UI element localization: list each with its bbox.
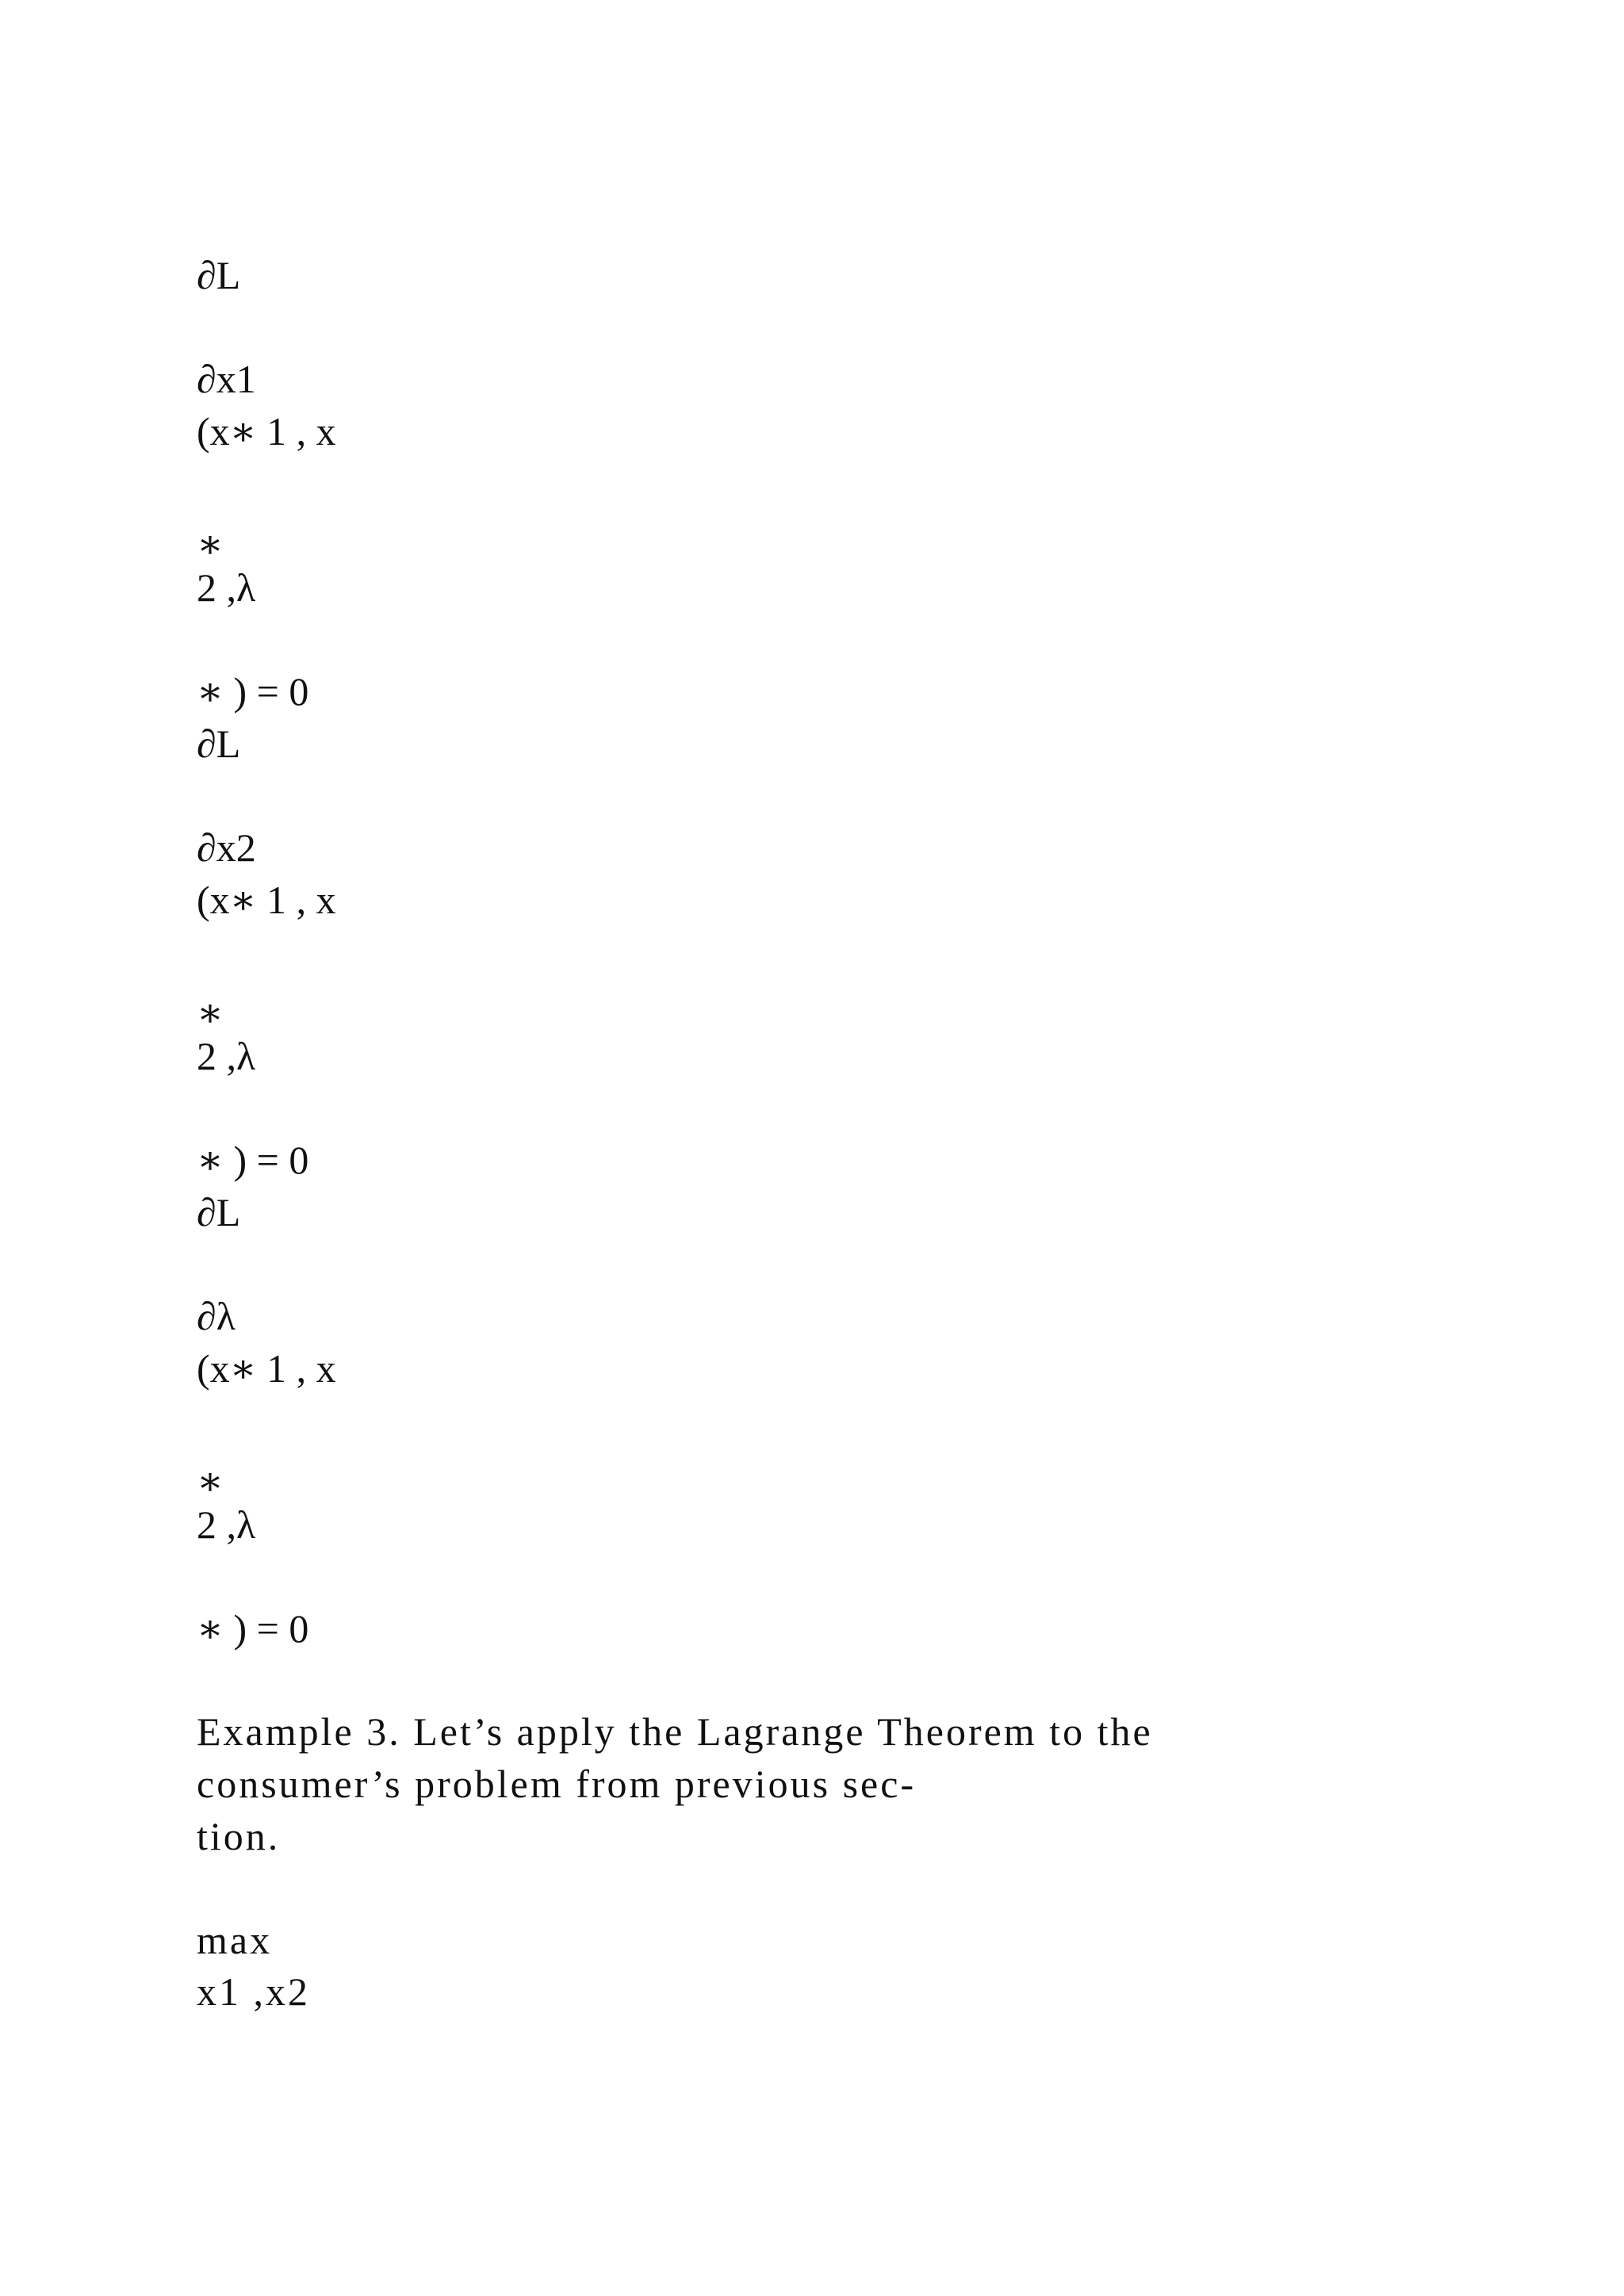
partial-x2: ∂x2: [197, 825, 256, 870]
equals-zero-2: ∗ ) = 0: [197, 1138, 309, 1182]
partial-l-1: ∂L: [197, 253, 241, 297]
equals-zero-3: ∗ ) = 0: [197, 1606, 309, 1651]
args-open-1: (x∗ 1 , x: [197, 409, 336, 453]
example-paragraph-line-3: tion.: [197, 1814, 281, 1858]
partial-lambda: ∂λ: [197, 1294, 236, 1338]
example-paragraph-line-1: Example 3. Let’s apply the Lagrange Theorem to the: [197, 1709, 1153, 1754]
partial-x1: ∂x1: [197, 357, 256, 401]
args-open-2: (x∗ 1 , x: [197, 878, 336, 922]
example-paragraph-line-2: consumer’s problem from previous sec-: [197, 1762, 917, 1806]
max-variables: x1 ,x2: [197, 1969, 310, 2014]
asterisk-3: ∗: [197, 1459, 224, 1503]
args-open-3: (x∗ 1 , x: [197, 1346, 336, 1391]
asterisk-1: ∗: [197, 522, 224, 566]
max-operator: max: [197, 1918, 273, 1962]
asterisk-2: ∗: [197, 990, 224, 1035]
args-lambda-3: 2 ,λ: [197, 1502, 256, 1547]
equals-zero-1: ∗ ) = 0: [197, 669, 309, 714]
args-lambda-1: 2 ,λ: [197, 565, 256, 610]
args-lambda-2: 2 ,λ: [197, 1034, 256, 1078]
partial-l-2: ∂L: [197, 721, 241, 766]
partial-l-3: ∂L: [197, 1190, 241, 1234]
